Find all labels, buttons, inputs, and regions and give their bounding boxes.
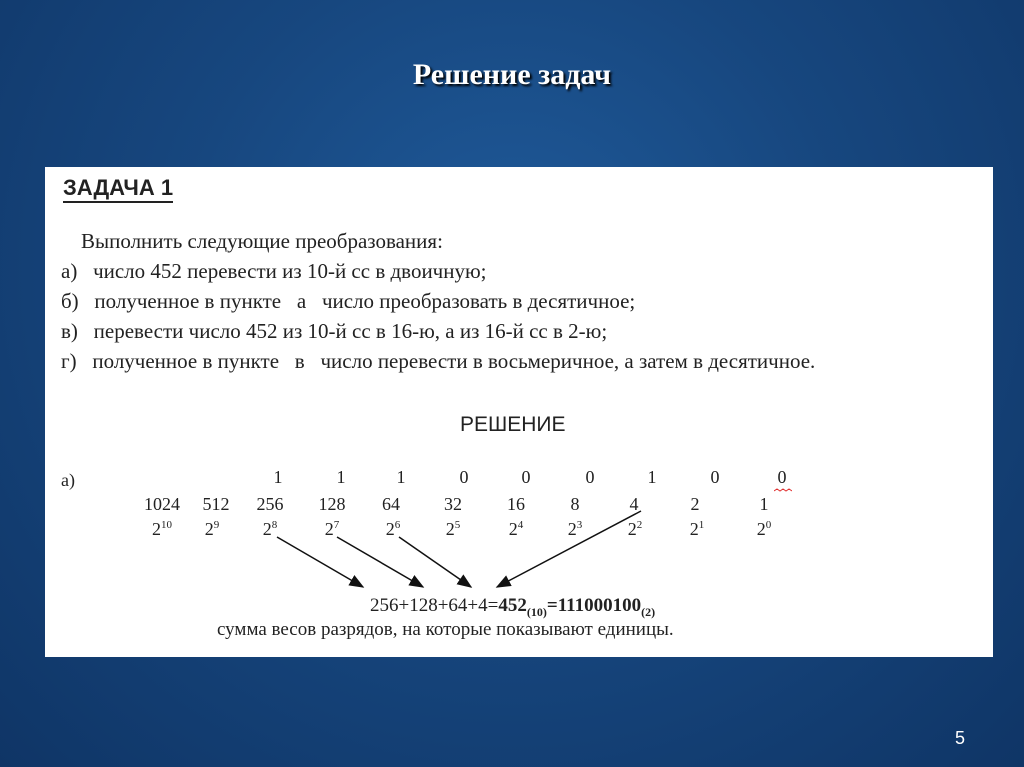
task-item-c: в) перевести число 452 из 10-й сс в 16-ю, а из 16-й сс в 2-ю; <box>61 319 608 343</box>
bit-cell: 1 <box>396 467 406 487</box>
task-intro: Выполнить следующие преобразования: <box>81 229 443 253</box>
page-number: 5 <box>954 728 965 748</box>
bit-cell: 0 <box>585 467 595 487</box>
bit-cell: 0 <box>521 467 531 487</box>
weight-cell: 256 <box>256 494 284 514</box>
content-card <box>45 167 993 657</box>
task-item-d: г) полученное в пункте в число перевести в восьмеричное, а затем в десятичное. <box>61 349 816 373</box>
power-cell: $2^8$ <box>262 519 278 539</box>
power-cell: $2^4$ <box>508 519 524 539</box>
weight-cell: 128 <box>318 494 346 514</box>
weight-cell: 1 <box>759 494 769 514</box>
bit-cell: 0 <box>459 467 469 487</box>
power-cell: $2^6$ <box>385 519 401 539</box>
task-item-a: а) число 452 перевести из 10-й сс в двоичную; <box>61 259 487 283</box>
power-cell: $2^7$ <box>324 519 340 539</box>
task-item-b: б) полученное в пункте а число преобразовать в десятичное; <box>61 289 636 313</box>
bit-cell: 0 <box>710 467 720 487</box>
power-cell: $2^5$ <box>445 519 461 539</box>
arrow-from-4 <box>497 511 641 587</box>
sum-equation: $256+128+64+4=452_{(10)}=111000100_{(2)}$ <box>370 595 656 619</box>
bit-cell: 0 <box>777 467 787 487</box>
weight-cell: 1024 <box>144 494 180 514</box>
solution-row-label: а) <box>61 470 75 490</box>
weight-cell: 32 <box>444 494 462 514</box>
weight-cell: 8 <box>570 494 580 514</box>
weight-arrows <box>45 167 993 657</box>
task-heading: ЗАДАЧА 1 <box>63 175 173 203</box>
weight-cell: 16 <box>507 494 525 514</box>
weight-cell: 512 <box>202 494 230 514</box>
bit-cell: 1 <box>273 467 283 487</box>
power-cell: $2^2$ <box>627 519 643 539</box>
solution-heading: РЕШЕНИЕ <box>460 413 566 436</box>
weight-cell: 64 <box>382 494 400 514</box>
weight-cell: 4 <box>629 494 639 514</box>
slide-title: Решение задач <box>412 58 612 91</box>
weight-cell: 2 <box>690 494 700 514</box>
power-cell: $2^0$ <box>756 519 772 539</box>
bit-cell: 1 <box>336 467 346 487</box>
power-cell: $2^3$ <box>567 519 583 539</box>
power-cell: $2^1$ <box>689 519 705 539</box>
solution-note: сумма весов разрядов, на которые показывают единицы. <box>217 619 674 640</box>
power-cell: $2^{10}$ <box>152 519 172 539</box>
power-cell: $2^9$ <box>204 519 220 539</box>
bit-cell: 1 <box>647 467 657 487</box>
